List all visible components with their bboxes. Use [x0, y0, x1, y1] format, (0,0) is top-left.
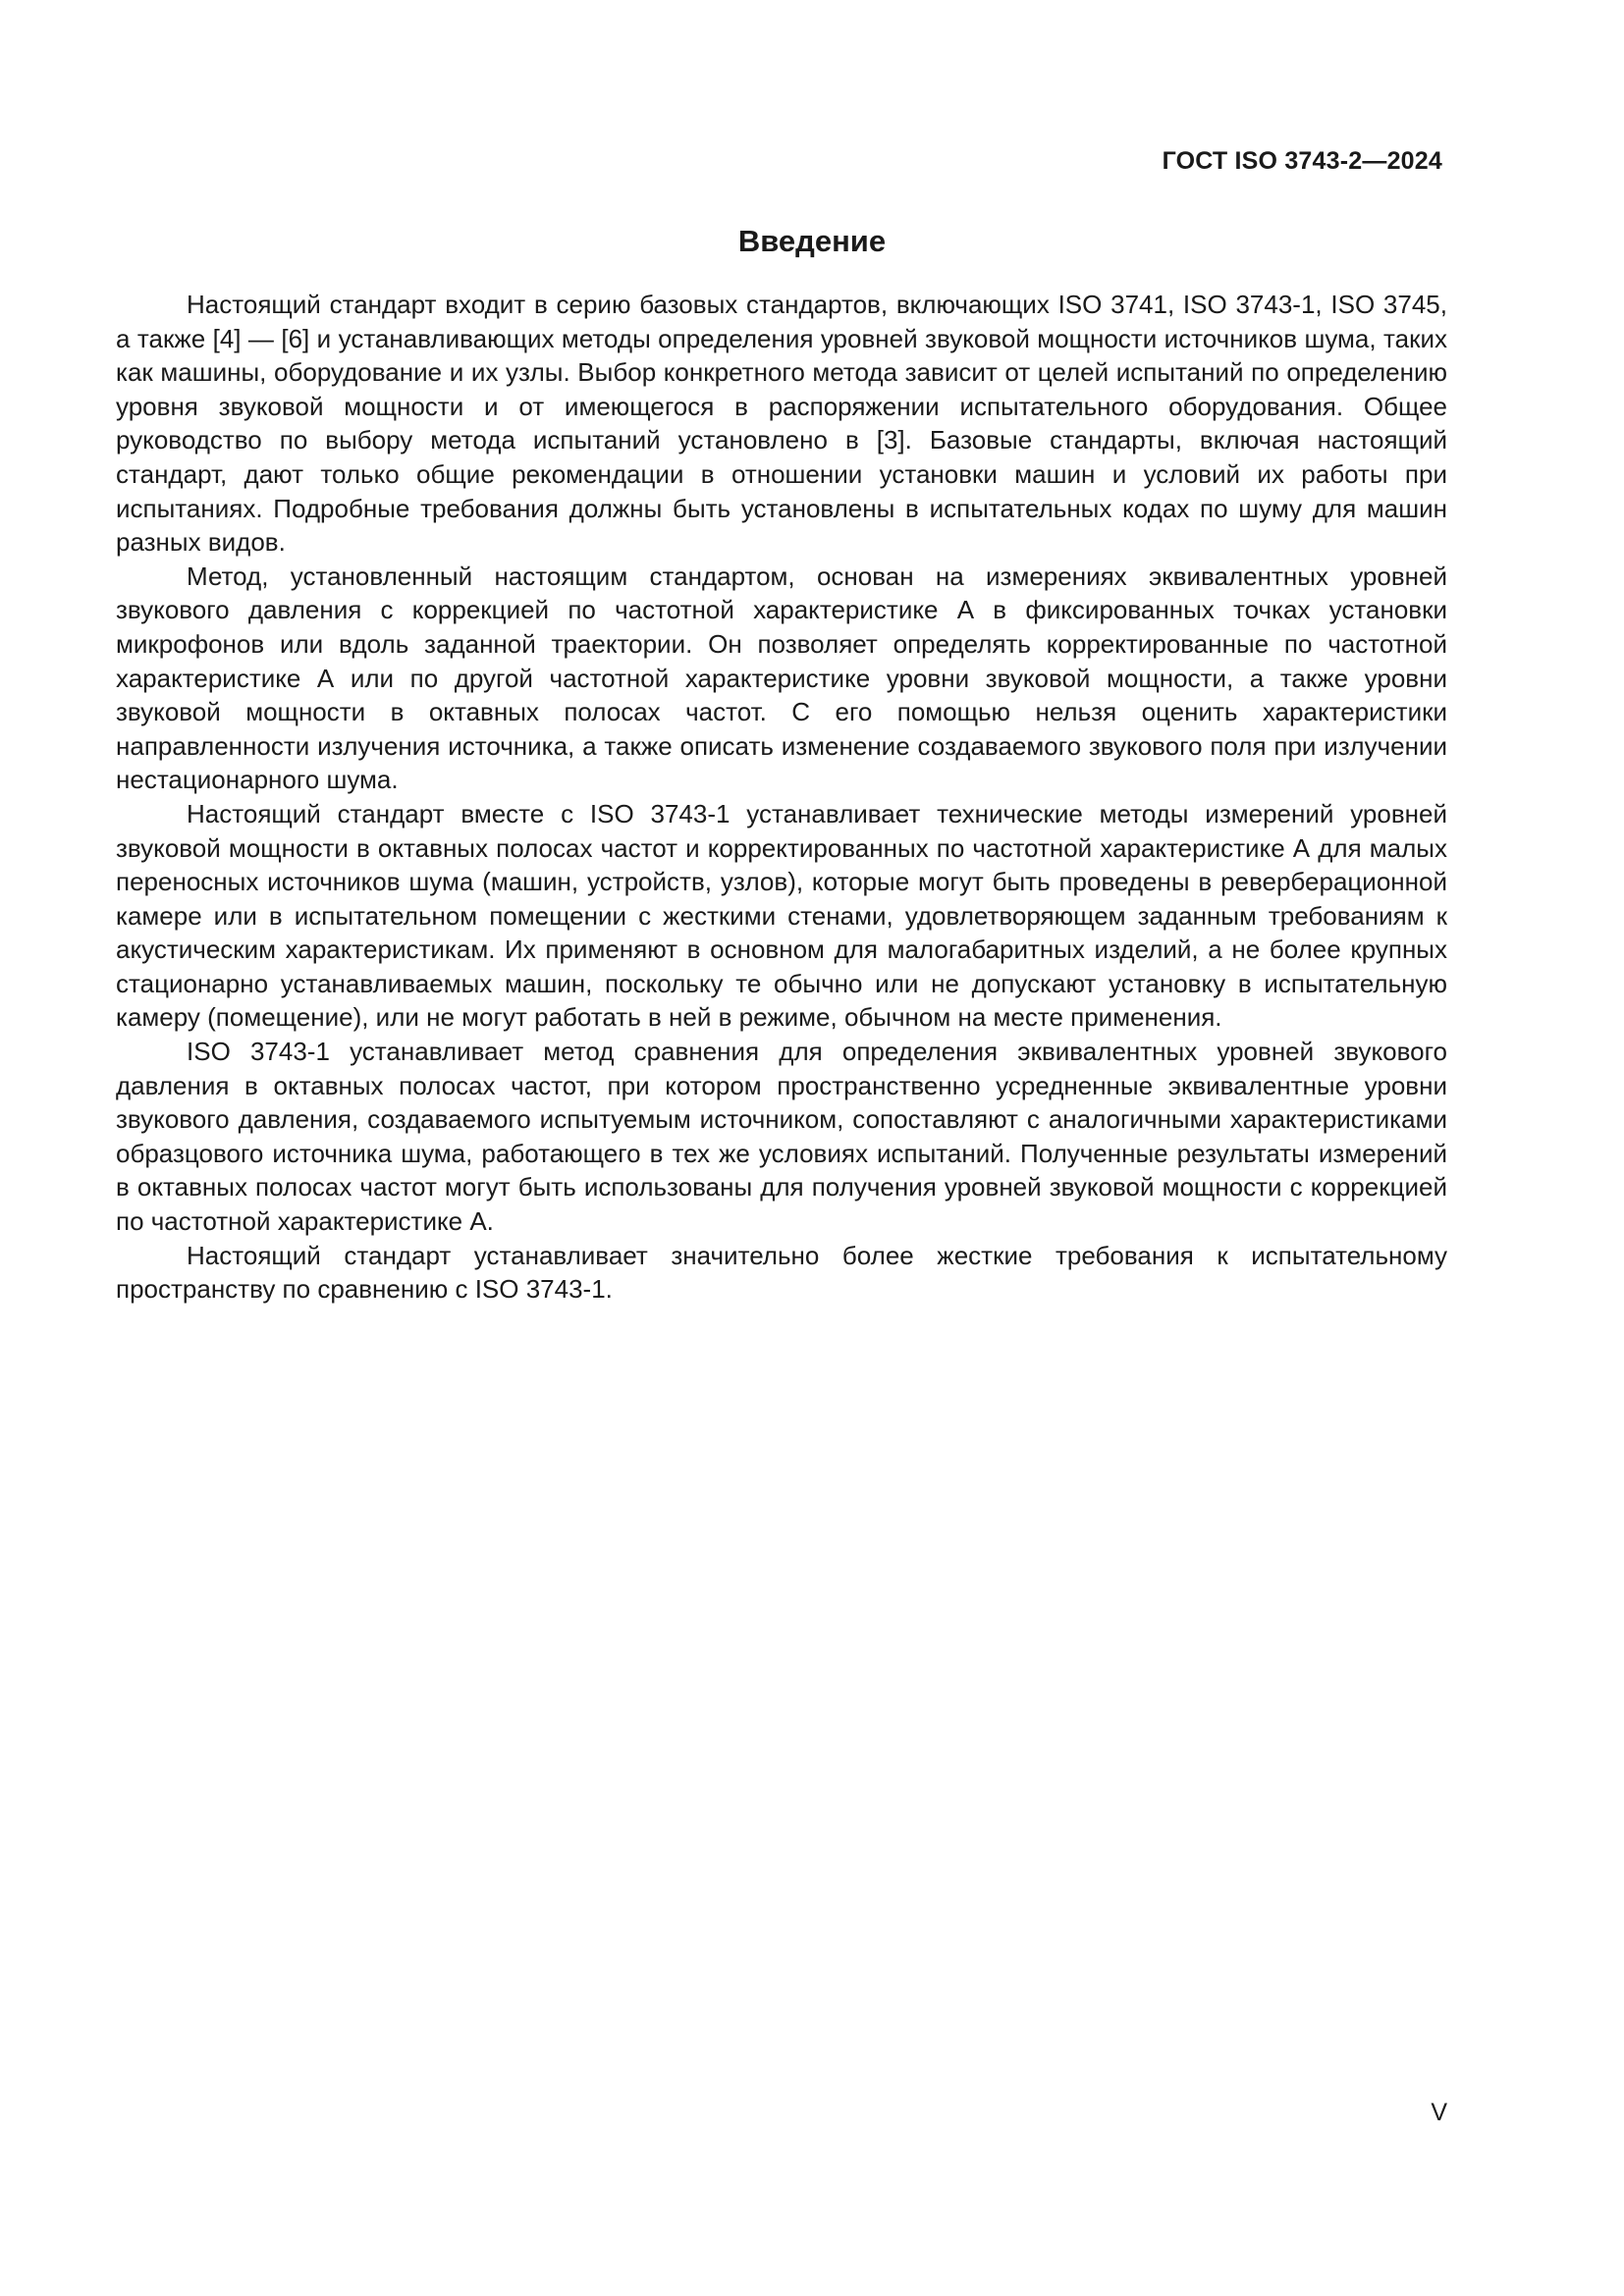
paragraph: Настоящий стандарт входит в серию базовых стандартов, включающих ISO 3741, ISO 3743-1, ISO 3745, а также [4] — [6] и устанавливающих методы определения уровней звуковой мощности источников шума, таких как машины, оборудование и их узлы. Выбор конкретного метода зависит от целей испытаний по определению уровня звуковой мощности и от имеющегося в распоряжении испытательного оборудования. Общее руководство по выбору метода испытаний установлено в [3]. Базовые стандарты, включая настоящий стандарт, дают только общие рекомендации в отношении установки машин и условий их работы при испытаниях. Подробные требования должны быть установлены в испытательных кодах по шуму для машин разных видов.	[116, 290, 1447, 558]
page-number: V	[1431, 2099, 1447, 2126]
paragraph: Настоящий стандарт вместе с ISO 3743-1 устанавливает технические методы измерений уровней звуковой мощности в октавных полосах частот и корректированных по частотной характеристике А для малых переносных источников шума (машин, устройств, узлов), которые могут быть проведены в реверберационной камере или в испытательном помещении с жесткими стенами, удовлетворяющем заданным требованиям к акустическим характеристикам. Их применяют в основном для малогабаритных изделий, а не более крупных стационарно устанавливаемых машин, поскольку те обычно или не допускают установку в испытательную камеру (помещение), или не могут работать в ней в режиме, обычном на месте применения.	[116, 798, 1447, 1033]
paragraph: Метод, установленный настоящим стандартом, основан на измерениях эквивалентных уровней звукового давления с коррекцией по частотной характеристике А в фиксированных точках установки микрофонов или вдоль заданной траектории. Он позволяет определять корректированные по частотной характеристике А или по другой частотной характеристике уровни звуковой мощности, а также уровни звуковой мощности в октавных полосах частот. С его помощью нельзя оценить характеристики направленности излучения источника, а также описать изменение создаваемого звукового поля при излучении нестационарного шума.	[116, 561, 1447, 795]
paragraph: Настоящий стандарт устанавливает значительно более жесткие требования к испытательному пространству по сравнению с ISO 3743-1.	[116, 1240, 1447, 1305]
document-code: ГОСТ ISO 3743-2—2024	[1162, 147, 1442, 175]
section-title: Введение	[737, 224, 887, 258]
paragraph: ISO 3743-1 устанавливает метод сравнения для определения эквивалентных уровней звукового давления в октавных полосах частот, при котором пространственно усредненные эквивалентные уровни звукового давления, создаваемого испытуемым источником, сопоставляют с аналогичными характеристиками образцового источника шума, работающего в тех же условиях испытаний. Полученные результаты измерений в октавных полосах частот могут быть использованы для получения уровней звуковой мощности с коррекцией по частотной характеристике А.	[116, 1037, 1447, 1237]
section-body	[116, 288, 1447, 1307]
